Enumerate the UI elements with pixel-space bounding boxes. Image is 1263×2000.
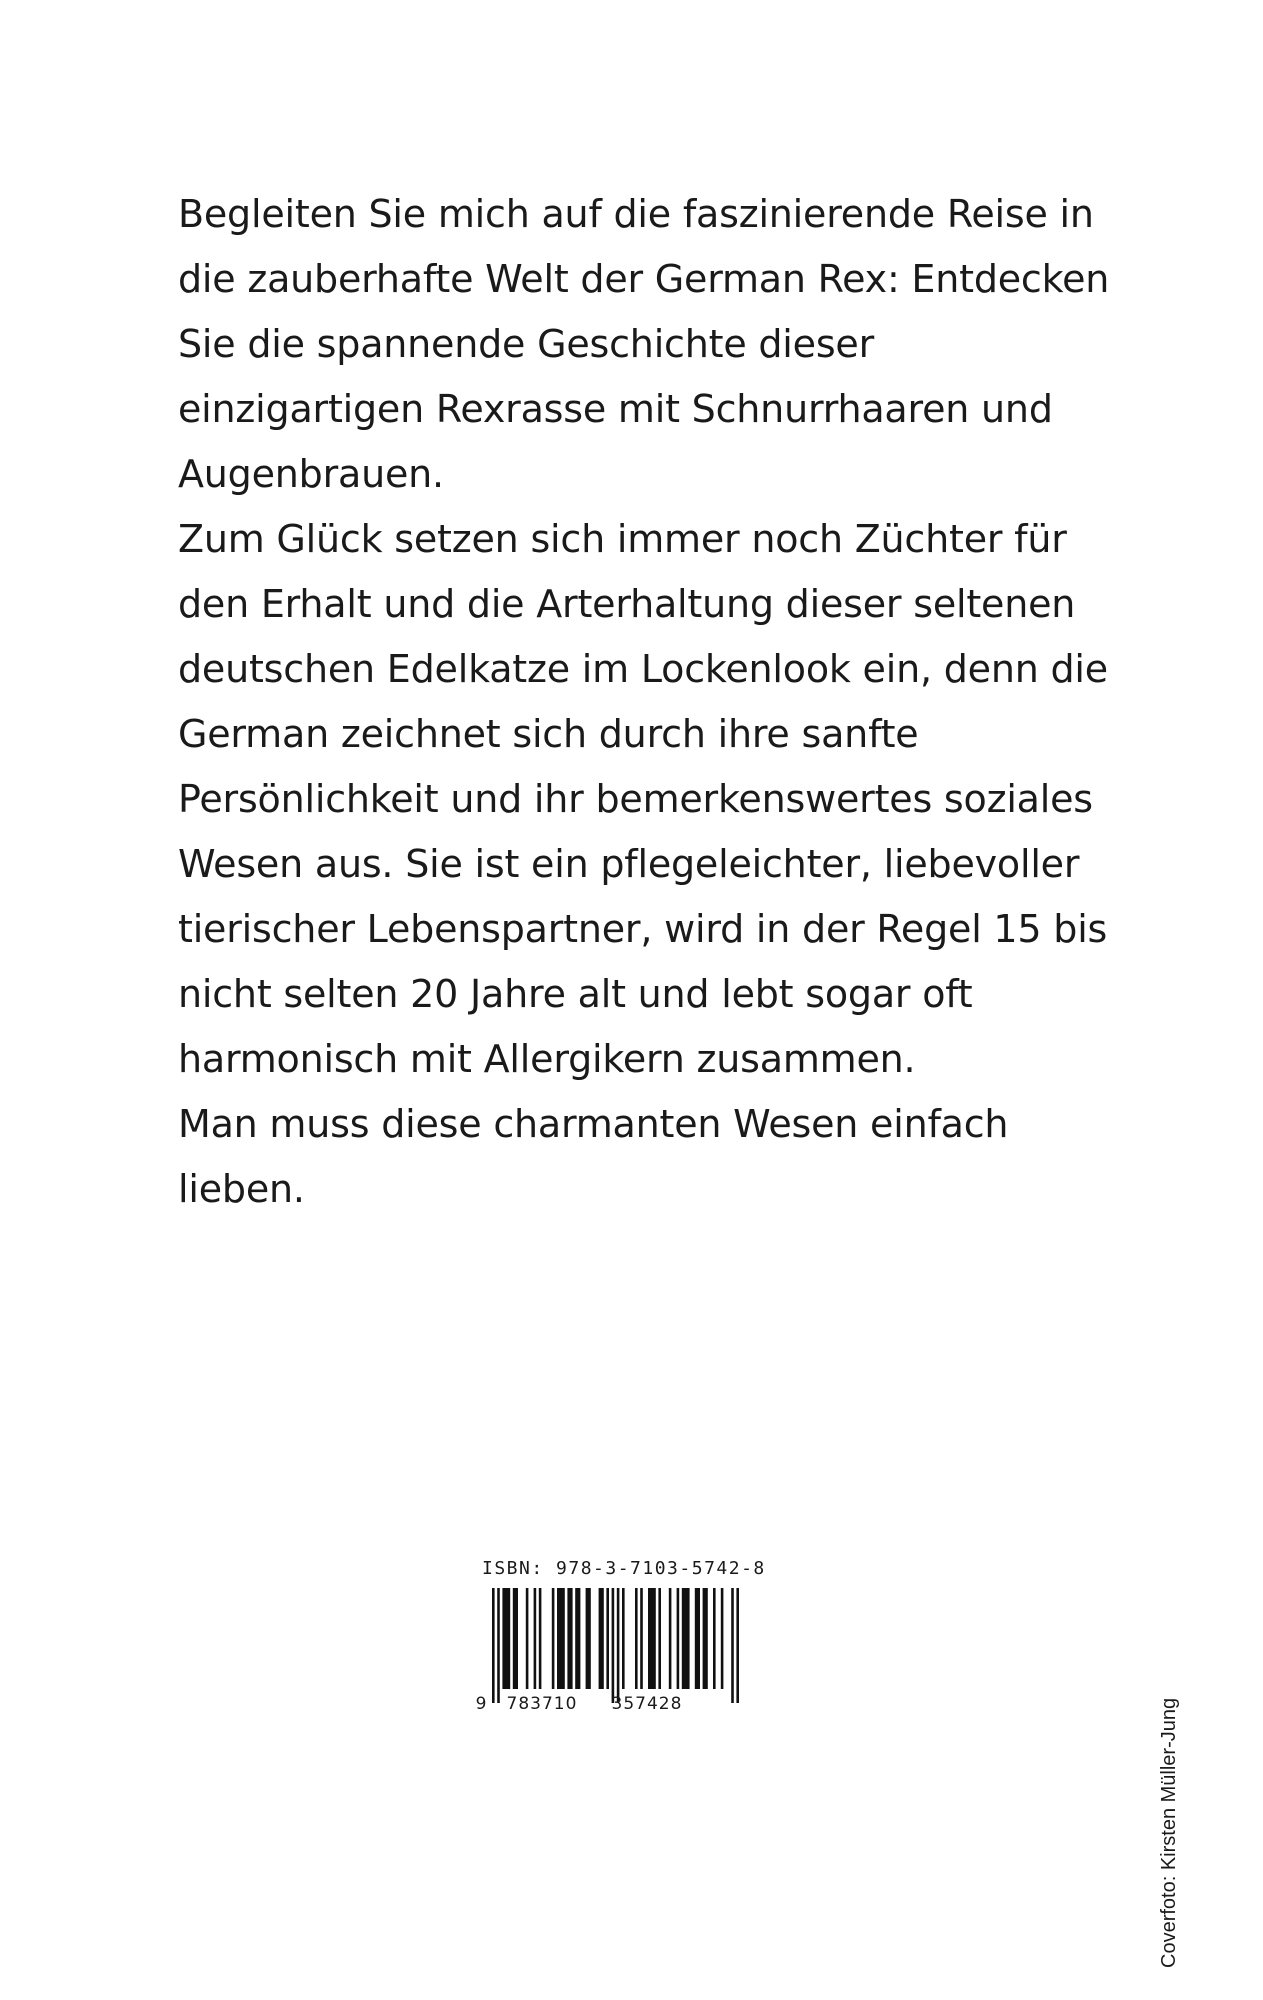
- barcode-right-digits: 357428: [611, 1694, 683, 1714]
- blurb-line: Man muss diese charmanten Wesen einfach: [178, 1102, 1009, 1146]
- barcode-bar: [703, 1588, 708, 1689]
- barcode-guard-bar: [492, 1588, 495, 1703]
- blurb-line: harmonisch mit Allergikern zusammen.: [178, 1037, 916, 1081]
- barcode-guard-bar: [497, 1588, 500, 1703]
- barcode-bar: [586, 1588, 591, 1689]
- blurb-line: Persönlichkeit und ihr bemerkenswertes soziales: [178, 777, 1093, 821]
- blurb-line: Augenbrauen.: [178, 452, 444, 496]
- barcode-bar: [575, 1588, 580, 1689]
- barcode-bar: [721, 1588, 724, 1689]
- barcode-bar: [513, 1588, 518, 1689]
- barcode-bar: [557, 1588, 565, 1689]
- barcode-bar: [567, 1588, 572, 1689]
- barcode-bar: [648, 1588, 656, 1689]
- barcode-guard-bar: [731, 1588, 734, 1703]
- barcode-bar: [552, 1588, 555, 1689]
- isbn-label: ISBN: 978-3-7103-5742-8: [482, 1558, 766, 1579]
- barcode-bar: [539, 1588, 542, 1689]
- barcode-bar: [713, 1588, 716, 1689]
- blurb-line: nicht selten 20 Jahre alt und lebt sogar oft: [178, 972, 973, 1016]
- blurb-line: den Erhalt und die Arterhaltung dieser seltenen: [178, 582, 1076, 626]
- barcode-bar: [677, 1588, 680, 1689]
- cover-photo-credit: [1158, 1568, 1188, 1968]
- blurb-line: die zauberhafte Welt der German Rex: Entdecken: [178, 257, 1110, 301]
- blurb-line: tierischer Lebenspartner, wird in der Regel 15 bis: [178, 907, 1108, 951]
- blurb-line: einzigartigen Rexrasse mit Schnurrhaaren und: [178, 387, 1053, 431]
- barcode-bar: [682, 1588, 690, 1689]
- blurb-line: German zeichnet sich durch ihre sanfte: [178, 712, 919, 756]
- blurb-line: deutschen Edelkatze im Lockenlook ein, denn die: [178, 647, 1108, 691]
- blurb-line: Begleiten Sie mich auf die faszinierende Reise in: [178, 192, 1094, 236]
- isbn-barcode-block: [470, 1558, 770, 1738]
- barcode-bar: [695, 1588, 700, 1689]
- blurb-line: Wesen aus. Sie ist ein pflegeleichter, liebevoller: [178, 842, 1080, 886]
- barcode-lead-digit: 9: [475, 1694, 487, 1714]
- cover-photo-credit-text: Coverfoto: Kirsten Müller-Jung: [1158, 1697, 1180, 1968]
- barcode-guard-bar: [617, 1588, 620, 1703]
- barcode-guard-bar: [736, 1588, 739, 1703]
- barcode-bar: [622, 1588, 625, 1689]
- barcode-guard-bar: [612, 1588, 615, 1703]
- barcode-bar: [658, 1588, 661, 1689]
- barcode-bar: [606, 1588, 609, 1689]
- barcode-bar: [526, 1588, 529, 1689]
- barcode-bar: [669, 1588, 672, 1689]
- barcode-bar: [502, 1588, 510, 1689]
- blurb-line: lieben.: [178, 1167, 305, 1211]
- barcode-bars: [492, 1588, 739, 1703]
- barcode: [470, 1588, 740, 1718]
- blurb-line: Sie die spannende Geschichte dieser: [178, 322, 875, 366]
- back-cover-blurb: [178, 182, 1110, 1222]
- barcode-bar: [635, 1588, 638, 1689]
- blurb-line: Zum Glück setzen sich immer noch Züchter für: [178, 517, 1067, 561]
- barcode-bar: [534, 1588, 537, 1689]
- barcode-bar: [599, 1588, 604, 1689]
- barcode-left-digits: 783710: [506, 1694, 578, 1714]
- barcode-bar: [640, 1588, 643, 1689]
